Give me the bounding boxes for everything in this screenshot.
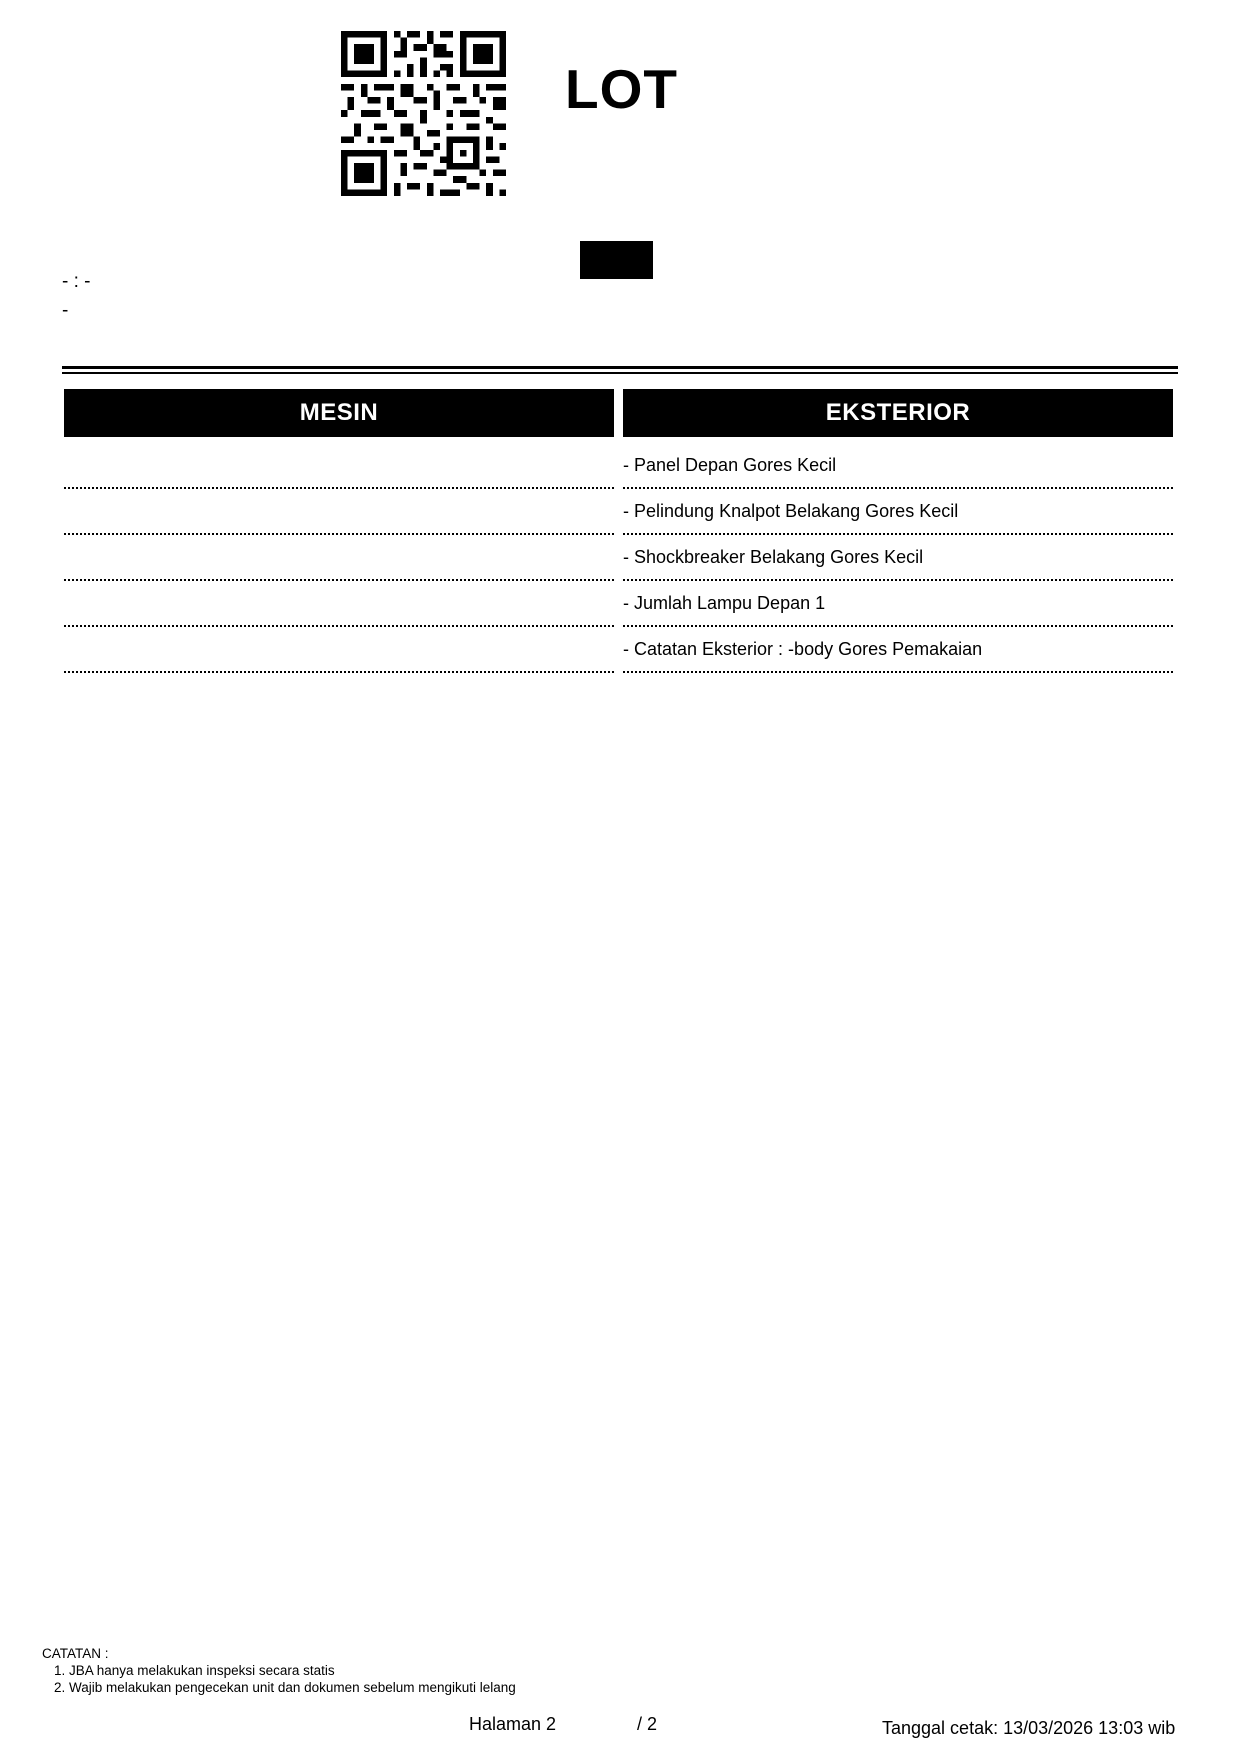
eksterior-row: - Pelindung Knalpot Belakang Gores Kecil xyxy=(623,489,1173,535)
eksterior-row: - Jumlah Lampu Depan 1 xyxy=(623,581,1173,627)
redacted-lot-number xyxy=(580,241,653,279)
page-total: / 2 xyxy=(637,1714,658,1734)
mesin-header: MESIN xyxy=(64,389,614,437)
mesin-row xyxy=(64,489,614,535)
eksterior-header: EKSTERIOR xyxy=(623,389,1173,437)
mesin-row xyxy=(64,443,614,489)
mesin-column xyxy=(64,389,614,673)
divider-thin xyxy=(62,372,1178,374)
qr-code-icon xyxy=(341,31,506,196)
meta-line-1: - : - xyxy=(62,271,91,292)
mesin-row xyxy=(64,627,614,673)
meta-line-2: - xyxy=(62,300,69,321)
footer-notes xyxy=(42,1645,516,1696)
note-item: 1. JBA hanya melakukan inspeksi secara statis xyxy=(54,1663,335,1678)
eksterior-row: - Catatan Eksterior : -body Gores Pemakaian xyxy=(623,627,1173,673)
eksterior-row: - Panel Depan Gores Kecil xyxy=(623,443,1173,489)
mesin-row xyxy=(64,581,614,627)
divider-thick xyxy=(62,366,1178,369)
notes-title: CATATAN : xyxy=(42,1646,109,1661)
page-number: Halaman 2 xyxy=(469,1714,557,1734)
print-date: Tanggal cetak: 13/03/2026 13:03 wib xyxy=(882,1718,1176,1738)
note-item: 2. Wajib melakukan pengecekan unit dan dokumen sebelum mengikuti lelang xyxy=(54,1680,516,1695)
eksterior-row: - Shockbreaker Belakang Gores Kecil xyxy=(623,535,1173,581)
mesin-row xyxy=(64,535,614,581)
lot-title: LOT xyxy=(565,58,678,120)
eksterior-column xyxy=(623,389,1173,673)
